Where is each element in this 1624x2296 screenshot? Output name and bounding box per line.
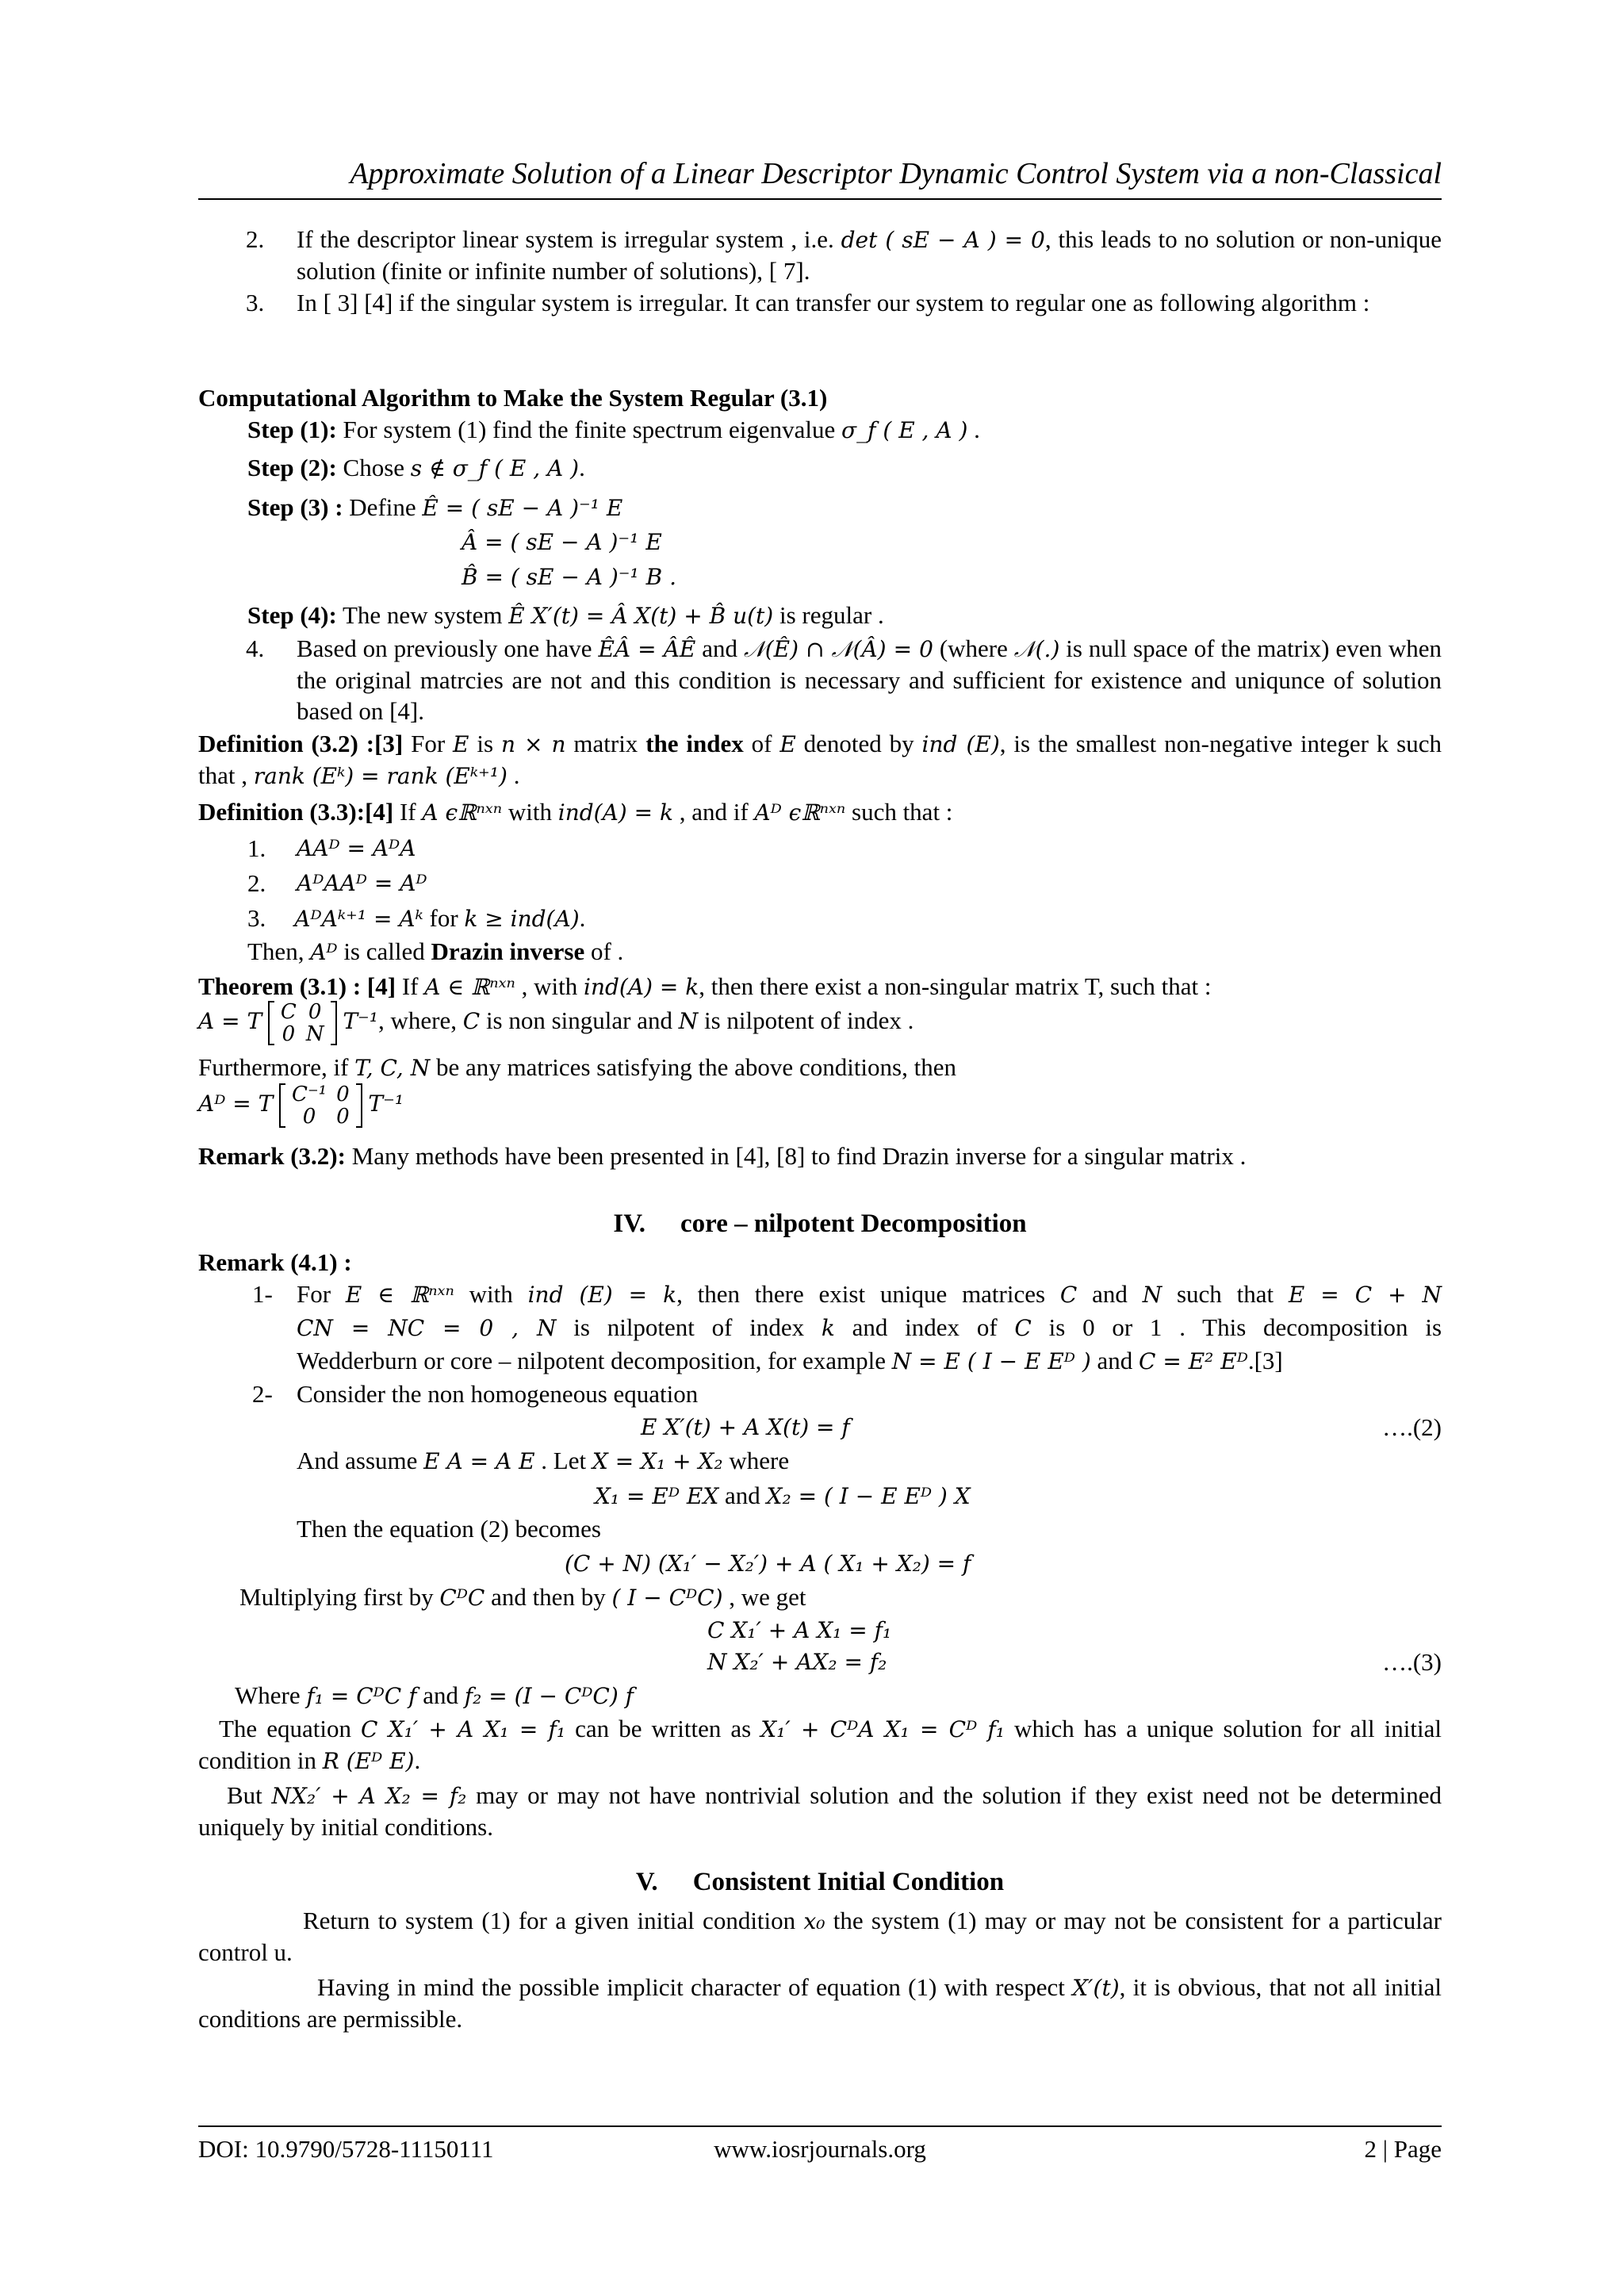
equation-B-hat: B̂ = ( sE − A )⁻¹ B . xyxy=(462,564,677,590)
header-rule xyxy=(198,198,1442,200)
list-number: 4. xyxy=(246,634,265,662)
paragraph-permissible: Having in mind the possible implicit character of equation (1) with respect X′(t), it is obvious, that not all initial conditions are permissible. xyxy=(198,1973,1442,2033)
drazin-then: Then, Aᴰ is called Drazin inverse of . xyxy=(247,937,624,965)
equation-3a: C X₁′ + A X₁ = f₁ xyxy=(707,1617,892,1643)
remark-4-1-line-3: Wedderburn or core – nilpotent decomposition, for example N = E ( I − E Eᴰ ) and C = E² Eᴰ.[3] xyxy=(297,1347,1283,1374)
equation-E-hat: Ê = ( sE − A )⁻¹ E xyxy=(422,495,623,521)
section-5-title: V. Consistent Initial Condition xyxy=(635,1868,1005,1896)
footer-doi: DOI: 10.9790/5728-11150111 xyxy=(198,2135,494,2163)
math-inline: σ_f ( E , A ) xyxy=(841,417,968,443)
remark-4-1-line-1: For E ∈ ℝⁿˣⁿ with ind (E) = k, then there exist unique matrices C and N such that E = C + N xyxy=(297,1280,1442,1308)
algorithm-title: Computational Algorithm to Make the System Regular (3.1) xyxy=(198,384,828,412)
paragraph-unique-solution: The equation C X₁′ + A X₁ = f₁ can be written as X₁′ + CᴰA X₁ = Cᴰ f₁ which has a unique solution for all initial condition in R (Eᴰ E). xyxy=(198,1715,1442,1774)
list-number: 1- xyxy=(252,1280,273,1308)
drazin-condition-3: 3. AᴰAᵏ⁺¹ = Aᵏ for k ≥ ind(A). xyxy=(247,904,586,932)
equation-becomes: (C + N) (X₁′ − X₂′) + A ( X₁ + X₂) = f xyxy=(565,1550,971,1577)
algorithm-step-3: Step (3) : Define Ê = ( sE − A )⁻¹ E xyxy=(247,493,623,521)
algorithm-step-1: Step (1): For system (1) find the finite spectrum eigenvalue σ_f ( E , A ) . xyxy=(247,416,980,443)
drazin-condition-2: 2. AᴰAAᴰ = Aᴰ xyxy=(247,869,427,897)
equation-2: E X′(t) + A X(t) = f xyxy=(641,1414,850,1440)
paragraph-nontrivial: But NX₂′ + A X₂ = f₂ may or may not have nontrivial solution and the solution if they exist need not be determined uniquely by initial conditions. xyxy=(198,1781,1442,1841)
multiplying-line: Multiplying first by CᴰC and then by ( I − CᴰC) , we get xyxy=(239,1583,806,1611)
remark-3-2: Remark (3.2): Many methods have been presented in [4], [8] to find Drazin inverse for a singular matrix . xyxy=(198,1142,1247,1170)
equation-A-hat: Â = ( sE − A )⁻¹ E xyxy=(462,529,662,555)
definition-3-2: Definition (3.2) :[3] For E is n × n matrix the index of E denoted by ind (E), is the smallest non-negative integer k such that , rank (Eᵏ) = rank (Eᵏ⁺¹) . xyxy=(198,730,1442,789)
list-item-3 xyxy=(198,287,1442,318)
drazin-formula: Aᴰ = T C⁻¹ 0 0 0 T⁻¹ xyxy=(198,1083,404,1129)
theorem-3-1: Theorem (3.1) : [4] If A ∈ ℝⁿˣⁿ , with ind(A) = k, then there exist a non-singular matrix T, such that : xyxy=(198,972,1212,1000)
equation-3-tag: ….(3) xyxy=(1382,1648,1442,1676)
algorithm-step-2: Step (2): Chose s ∉ σ_f ( E , A ). xyxy=(247,454,585,481)
list-number: 2- xyxy=(252,1380,273,1408)
math-inline: Ê X′(t) = Â X(t) + B̂ u(t) xyxy=(508,603,774,629)
remark-4-1-label: Remark (4.1) : xyxy=(198,1248,352,1276)
assume-line: And assume E A = A E . Let X = X₁ + X₂ where xyxy=(297,1447,790,1474)
becomes-line: Then the equation (2) becomes xyxy=(297,1515,601,1543)
remark-4-1-item-2: Consider the non homogeneous equation xyxy=(297,1380,699,1408)
definition-3-3: Definition (3.3):[4] If A ϵℝⁿˣⁿ with ind(A) = k , and if Aᴰ ϵℝⁿˣⁿ such that : xyxy=(198,798,953,826)
list-text: If the descriptor linear system is irregular system , i.e. det ( sE − A ) = 0, this leads to no solution or non-unique solution (finite or infinite number of solutions), [ 7]. xyxy=(297,225,1442,285)
paragraph-initial-condition: Return to system (1) for a given initial condition x₀ the system (1) may or may not be consistent for a particular control u. xyxy=(198,1907,1442,1966)
footer-rule xyxy=(198,2125,1442,2127)
algorithm-step-4: Step (4): The new system Ê X′(t) = Â X(t) + B̂ u(t) is regular . xyxy=(247,601,884,629)
drazin-condition-1: 1. AAᴰ = AᴰA xyxy=(247,834,416,862)
x-decomposition: X₁ = Eᴰ EX and X₂ = ( I − E Eᴰ ) X xyxy=(595,1481,971,1509)
list-number: 3. xyxy=(246,289,265,316)
math-inline: s ∉ σ_f ( E , A ) xyxy=(410,455,580,481)
footer-url[interactable]: www.iosrjournals.org xyxy=(714,2135,926,2163)
footer-page-number: 2 | Page xyxy=(1364,2135,1442,2163)
theorem-equation: A = T C 0 0 N T⁻¹, where, C is non singular and N is nilpotent of index . xyxy=(198,1000,914,1046)
equation-3b: N X₂′ + AX₂ = f₂ xyxy=(707,1649,887,1675)
remark-4-1-line-2: CN = NC = 0 , N is nilpotent of index k and index of C is 0 or 1 . This decomposition is xyxy=(297,1313,1442,1341)
list-text: In [ 3] [4] if the singular system is irregular. It can transfer our system to regular one as following algorithm : xyxy=(297,289,1370,316)
where-line: Where f₁ = CᴰC f and f₂ = (I − CᴰC) f xyxy=(235,1681,634,1709)
list-text: Based on previously one have ÊÂ = ÂÊ and 𝒩(Ê) ∩ 𝒩(Â) = 0 (where 𝒩(.) is null space of the matrix) even when the original matrcies are not and this condition is necessary and sufficient for existence and uniqunce of solution based on [4]. xyxy=(297,634,1442,725)
theorem-furthermore: Furthermore, if T, C, N be any matrices satisfying the above conditions, then xyxy=(198,1053,956,1081)
math-inline: det ( sE − A ) = 0 xyxy=(841,227,1045,253)
matrix-C-inverse: C⁻¹ 0 0 0 xyxy=(279,1083,362,1128)
running-header: Approximate Solution of a Linear Descriptor Dynamic Control System via a non-Classical xyxy=(350,157,1442,190)
section-4-title: IV. core – nilpotent Decomposition xyxy=(613,1209,1027,1238)
matrix-C-N: C 0 0 N xyxy=(268,1001,337,1045)
list-item-4 xyxy=(198,633,1442,726)
list-number: 2. xyxy=(246,225,265,253)
list-item-2 xyxy=(198,224,1442,286)
equation-2-tag: ….(2) xyxy=(1382,1413,1442,1441)
